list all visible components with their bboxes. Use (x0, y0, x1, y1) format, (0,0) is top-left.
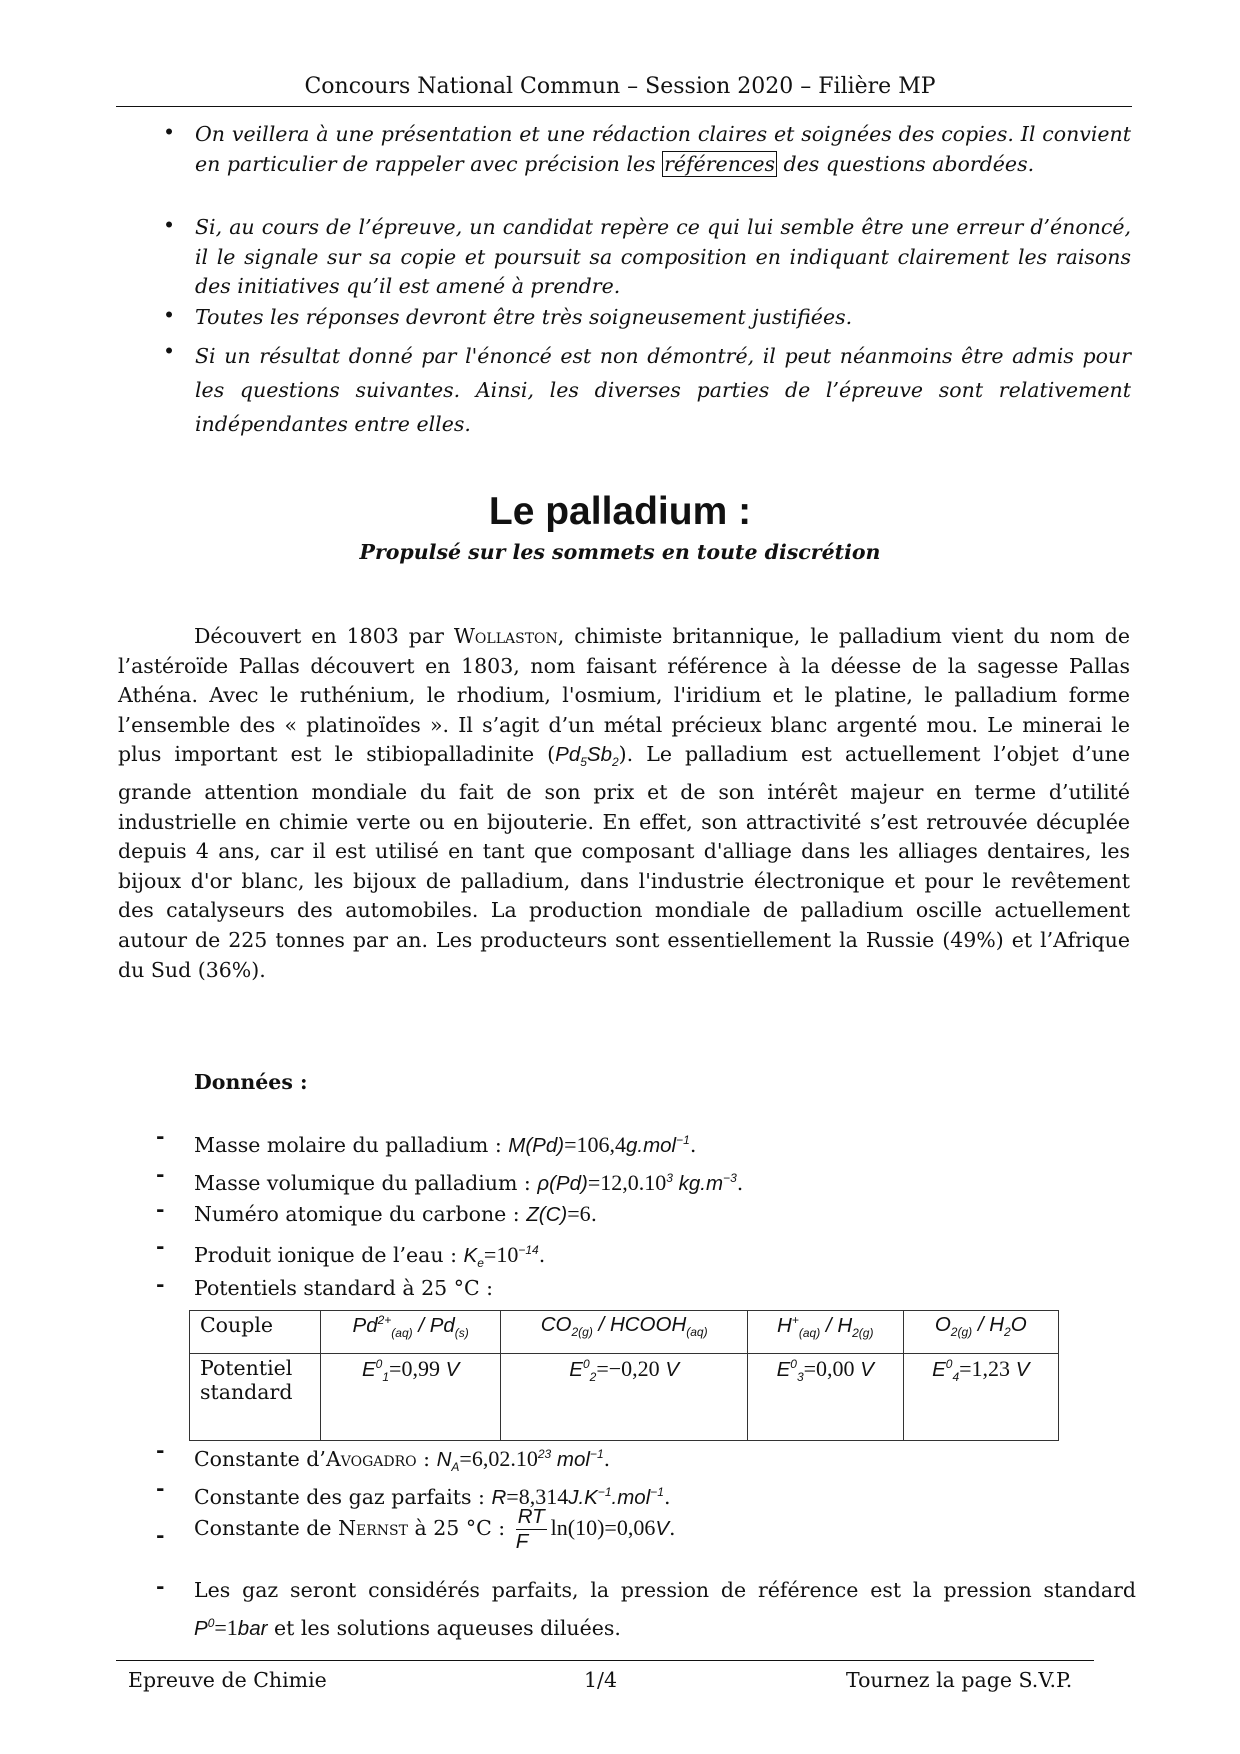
data-item-gaz-parfaits: - Constante des gaz parfaits : $R=8,314J.K^{-1}.mol^{-1}$. (156, 1476, 671, 1509)
formula: $Pd_5Sb_2$ (555, 743, 619, 770)
donnees-heading: Données : (194, 1070, 308, 1094)
couple-cell: $CO_{2(g)}$ / $HCOOH_{(aq)}$ (501, 1311, 748, 1354)
intro-text: . Le palladium est actuellement l’objet d’une grande attention mondiale du fait de son prix et de son intérêt majeur en terme d’utilité industrielle en chimie verte ou en bijouterie. En effet, son attractivité s’est retrouvée décuplée depuis 4 ans, car il est utilisé en tant que composant d'alliage dans les alliages dentaires, les bijoux d'or blanc, les bijoux de palladium, dans l'industrie électronique et pour le revêtement des catalyseurs des automobiles. La production mondiale de palladium oscille actuellement autour de 225 tonnes par an. Les producteurs sont essentiellement la Russie (49%) et l’Afrique du Sud (36%). (118, 742, 1130, 982)
data-item-numero-atomique: - Numéro atomique du carbone : Z(C)=6. (156, 1197, 598, 1226)
data-item-nernst: - Constante de Nernst à 25 °C : $\frac{RT}{F}$ ln(10)=0,06V. (156, 1505, 676, 1553)
instruction-item (163, 303, 1131, 333)
bullet-icon: • (163, 120, 176, 144)
footer-left: Epreuve de Chimie (128, 1668, 327, 1692)
table-header-cell: Couple (190, 1311, 321, 1354)
potentials-table (189, 1310, 1059, 1441)
data-item-avogadro: - Constante d’Avogadro : $N_A=6,02.10^{23}$ mol$^{-1}$. (156, 1438, 611, 1474)
header-divider (116, 106, 1132, 107)
potential-cell: $E^0_2=-0,20$ V (501, 1354, 748, 1441)
intro-text: Découvert en 1803 par (194, 624, 454, 648)
intro-paragraph: Découvert en 1803 par Wollaston, chimiste britannique, le palladium vient du nom de l’astéroïde Pallas découvert en 1803, nom faisant référence à la déesse de la sagesse Pallas Athéna. Avec le ruthénium, le rhodium, l'osmium, l'iridium et le platine, le palladium forme l’ensemble des « platinoïdes ». Il s’agit d’un métal précieux blanc argenté mou. Le minerai le plus important est le stibiopalladinite $(Pd_5Sb_2)$. Le palladium est actuellement l’objet d’une grande attention mondiale du fait de son prix et de son intérêt majeur en terme d’utilité industrielle en chimie verte ou en bijouterie. En effet, son attractivité s’est retrouvée décuplée depuis 4 ans, car il est utilisé en tant que composant d'alliage dans les alliages dentaires, les bijoux d'or blanc, les bijoux de palladium, dans l'industrie électronique et pour le revêtement des catalyseurs des automobiles. La production mondiale de palladium oscille actuellement autour de 225 tonnes par an. Les producteurs sont essentiellement la Russie (49%) et l’Afrique du Sud (36%). (118, 624, 1130, 982)
bullet-icon: • (163, 213, 176, 237)
instruction-text: Toutes les réponses devront être très soigneusement justifiées. (195, 305, 853, 329)
footer-divider (116, 1660, 1094, 1661)
footer-right: Tournez la page S.V.P. (846, 1668, 1073, 1692)
scientist-name: Wollaston (453, 624, 558, 648)
intro-text: , chimiste britannique, le palladium vient du nom de l’astéroïde Pallas découvert en 1803, nom faisant référence à la déesse de la sagesse Pallas Athéna. Avec le ruthénium, le rhodium, l'osmium, l'iridium et le platine, le palladium forme l’ensemble des « platinoïdes ». Il s’agit d’un métal précieux blanc argenté mou. Le minerai le plus important est le stibiopalladinite (118, 624, 1130, 767)
page-subtitle: Propulsé sur les sommets en toute discrétion (359, 540, 881, 564)
fraction: $\frac{RT}{F}$ (515, 1505, 545, 1553)
instruction-text: Si, au cours de l’épreuve, un candidat repère ce qui lui semble être une erreur d’énoncé, il le signale sur sa copie et poursuit sa composition en indiquant clairement les raisons des initiatives qu’il est amené à prendre. (195, 215, 1131, 298)
potential-cell: $E^0_3=0,00$ V (748, 1354, 903, 1441)
page-header: Concours National Commun – Session 2020 – Filière MP (304, 74, 936, 99)
data-item-potentiels: - Potentiels standard à 25 °C : (156, 1272, 494, 1300)
data-item-produit-ionique: - Produit ionique de l’eau : $K_e=10^{-14}$. (156, 1234, 546, 1270)
couple-cell: $H^+_{(aq)} / H_{2(g)}$ (748, 1311, 903, 1354)
couple-cell: $O_{2(g)} / H_2O$ (903, 1311, 1059, 1354)
couple-cell: $Pd^{2+}_{(aq)} / Pd_{(s)}$ (321, 1311, 501, 1354)
data-item-masse-molaire: - Masse molaire du palladium : M(Pd)=106,4g.mol$^{-1}$. (156, 1124, 697, 1157)
page-title: Le palladium : (488, 490, 752, 533)
table-row (190, 1354, 1059, 1441)
potential-cell: $E^0_4=1,23$ V (903, 1354, 1059, 1441)
instruction-text: On veillera à une présentation et une rédaction claires et soignées des copies. Il convient en particulier de rappeler avec précision les (195, 122, 1131, 176)
data-item-masse-volumique: - Masse volumique du palladium : $\rho(Pd)=12,0.10^3$ $kg.m^{-3}$. (156, 1162, 744, 1195)
instruction-item (163, 339, 1131, 441)
instruction-text-end: des questions abordées. (777, 151, 1035, 176)
bullet-icon: • (163, 339, 176, 363)
table-header-cell: Potentiel standard (190, 1354, 321, 1441)
boxed-word: références (664, 151, 776, 176)
instruction-item (163, 213, 1131, 302)
data-item-gaz: - Les gaz seront considérés parfaits, la pression de référence est la pression standard $P^0=1bar$ et les solutions aqueuses diluées. (156, 1574, 1136, 1640)
bullet-icon: • (163, 303, 176, 327)
potential-cell: $E^0_1=0,99$ V (321, 1354, 501, 1441)
instruction-item (163, 120, 1131, 179)
instruction-text: Si un résultat donné par l'énoncé est non démontré, il peut néanmoins être admis pour les questions suivantes. Ainsi, les diverses parties de l’épreuve sont relativement indépendantes entre elles. (195, 344, 1131, 436)
page-number: 1/4 (584, 1668, 617, 1692)
table-row (190, 1311, 1059, 1354)
